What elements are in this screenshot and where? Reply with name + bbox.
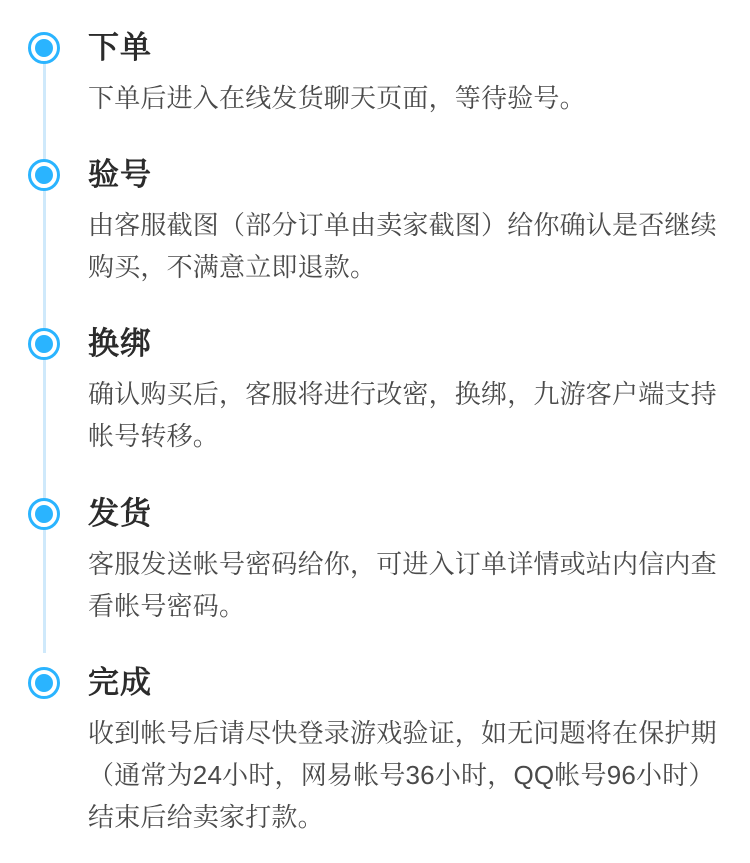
step-description: 收到帐号后请尽快登录游戏验证，如无问题将在保护期（通常为24小时，网易帐号36小时，QQ帐号96小时）结束后给卖家打款。 [88, 717, 717, 832]
timeline-bullet-icon [28, 32, 60, 64]
step-description: 下单后进入在线发货聊天页面，等待验号。 [88, 83, 586, 113]
timeline-step [0, 484, 750, 653]
step-title: 完成 [88, 664, 152, 700]
step-description: 由客服截图（部分订单由卖家截图）给你确认是否继续购买，不满意立即退款。 [88, 210, 717, 283]
timeline-step [0, 145, 750, 314]
timeline-step [0, 314, 750, 483]
timeline-bullet-icon [28, 328, 60, 360]
step-description: 客服发送帐号密码给你，可进入订单详情或站内信内查看帐号密码。 [88, 548, 717, 621]
step-title: 换绑 [88, 326, 152, 362]
timeline-bullet-icon [28, 159, 60, 191]
step-description: 确认购买后，客服将进行改密，换绑，九游客户端支持帐号转移。 [88, 379, 717, 452]
step-title: 发货 [88, 495, 152, 531]
timeline-step [0, 653, 750, 848]
timeline-step [0, 18, 750, 145]
step-title: 下单 [88, 30, 152, 65]
timeline-bullet-icon [28, 667, 60, 699]
timeline-bullet-icon [28, 498, 60, 530]
step-title: 验号 [88, 157, 152, 193]
